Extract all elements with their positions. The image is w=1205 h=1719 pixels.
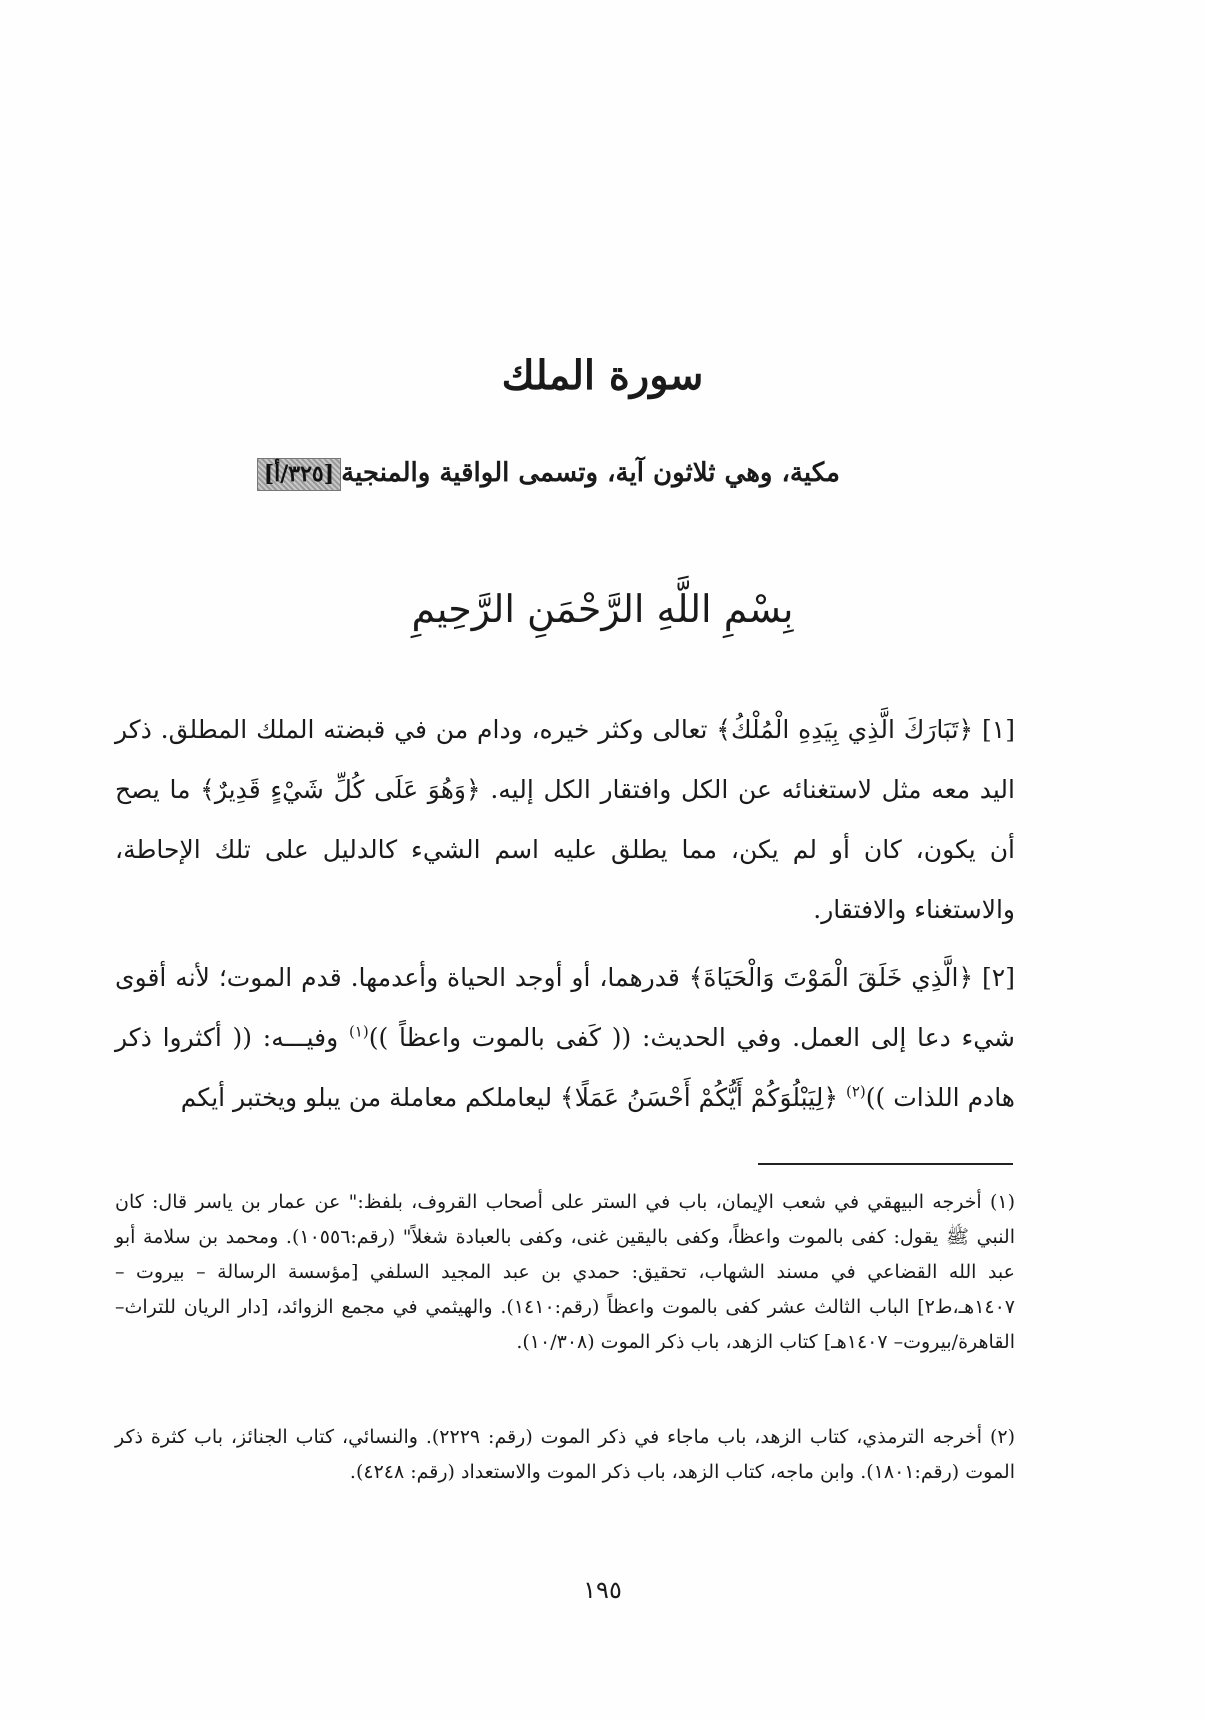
manuscript-folio-reference: [٣٢٥/أ] — [257, 458, 341, 491]
commentary-text: ﴿الَّذِي خَلَقَ الْمَوْتَ وَالْحَيَاةَ﴾ قدرهما، أو أوجد الحياة وأعدمها. قدم الموت؛ لأنه أقوى شيء دعا إلى العمل. وفي الحديث: (( كَفى بالموت واعظاً )) — [115, 963, 1015, 1052]
verse-number: [٢] — [982, 963, 1015, 992]
commentary-paragraph-verse-1 — [115, 700, 1015, 940]
basmala: بِسْمِ اللَّهِ الرَّحْمَنِ الرَّحِيمِ — [411, 587, 794, 631]
footnote-divider — [758, 1163, 1013, 1165]
footnote-marker-1[interactable]: (١) — [348, 1022, 369, 1041]
surah-subtitle — [250, 455, 840, 491]
footnote-marker-2[interactable]: (٢) — [845, 1082, 866, 1101]
footnote-1: (١) أخرجه البيهقي في شعب الإيمان، باب في الستر على أصحاب القروف، بلفظ:" عن عمار بن ياسر قال: كان النبي ﷺ يقول: كفى بالموت واعظاً، وكفى باليقين غنى، وكفى بالعبادة شغلاً" (رقم:١٠٥٥٦). ومحمد بن سلامة أبو عبد الله القضاعي في مسند الشهاب، تحقيق: حمدي بن عبد المجيد السلفي [مؤسسة الرسالة – بيروت – ١٤٠٧هـ،ط٢] الباب الثالث عشر كفى بالموت واعظاً (رقم:١٤١٠). والهيثمي في مجمع الزوائد، [دار الريان للتراث– القاهرة/بيروت– ١٤٠٧هـ] كتاب الزهد، باب ذكر الموت (١٠/٣٠٨). — [115, 1191, 1016, 1353]
surah-subtitle-text: مكية، وهي ثلاثون آية، وتسمى الواقية والمنجية — [341, 458, 840, 488]
commentary-paragraph-verse-2 — [115, 948, 1015, 1128]
commentary-text: ﴿تَبَارَكَ الَّذِي بِيَدِهِ الْمُلْكُ﴾ تعالى وكثر خيره، ودام من في قبضته الملك المطلق. ذكر اليد معه مثل لاستغنائه عن الكل وافتقار الكل إليه. ﴿وَهُوَ عَلَى كُلِّ شَيْءٍ قَدِيرٌ﴾ ما يصح أن يكون، كان أو لم يكن، مما يطلق عليه اسم الشيء كالدليل على تلك الإحاطة، والاستغناء والافتقار. — [115, 715, 1015, 924]
page-number: ١٩٥ — [583, 1576, 622, 1604]
commentary-text: وفيـــه: (( أكثروا ذكر هادم اللذات )) — [115, 1023, 1015, 1112]
surah-title: سورة الملك — [501, 352, 704, 399]
verse-number: [١] — [982, 715, 1015, 744]
commentary-text: ﴿لِيَبْلُوَكُمْ أَيُّكُمْ أَحْسَنُ عَمَلًا﴾ ليعاملكم معاملة من يبلو ويختبر أيكم — [180, 1083, 846, 1112]
footnote-2: (٢) أخرجه الترمذي، كتاب الزهد، باب ماجاء في ذكر الموت (رقم: ٢٢٢٩). والنسائي، كتاب الجنائز، باب كثرة ذكر الموت (رقم:١٨٠١). وابن ماجه، كتاب الزهد، باب ذكر الموت والاستعداد (رقم: ٤٢٤٨). — [115, 1426, 1016, 1483]
